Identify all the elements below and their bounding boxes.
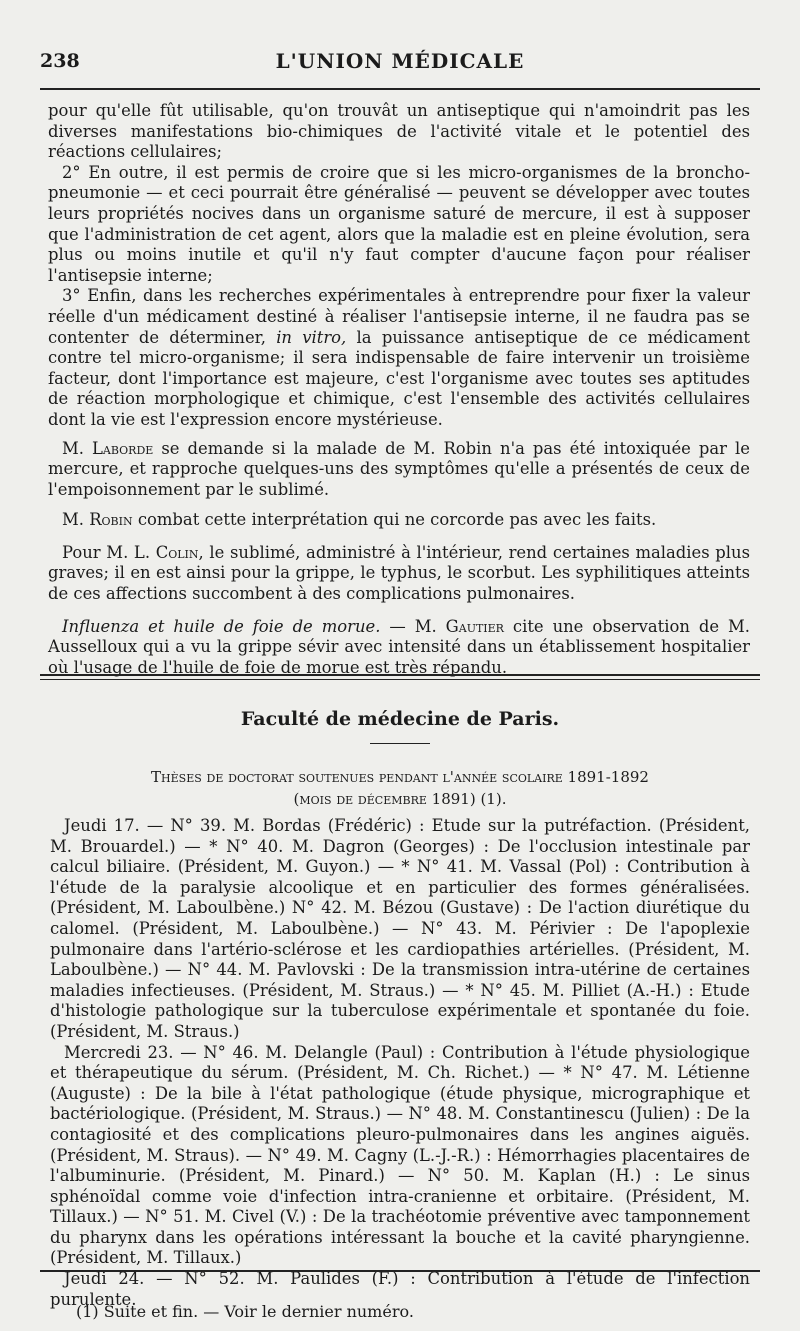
speaker-name: Colin [155,542,199,562]
paragraph-robin: M. Robin combat cette interprétation qui ne corcorde pas avec les faits. [62,510,657,530]
theses-heading [40,766,760,810]
section-title-rule [370,743,430,744]
speaker-name: Robin [89,510,133,530]
page-number: 238 [40,50,80,72]
theses-heading-line-1: Thèses de doctorat soutenues pendant l'année scolaire 1891-1892 [151,768,649,786]
paragraph-1: pour qu'elle fût utilisable, qu'on trouvât un antiseptique qui n'amoindrit pas les diverses manifestations bio-chimiques de l'activité vitale et le potentiel des réactions cellulaires; [48,101,750,162]
paragraph-laborde: M. Laborde se demande si la malade de M. Robin n'a pas été intoxiquée par le mercure, et rapproche quelques-uns des symptômes qu'elle a présentés de ceux de l'empoisonnement par le sublimé. [48,438,751,499]
theses-thursday-17: Jeudi 17. — N° 39. M. Bordas (Frédéric) : Etude sur la putréfaction. (Président, M. Brouardel.) — * N° 40. M. Dagron (Georges) : De l'occlusion intestinale par calcul biliaire. (Président, M. Guyon.) — * N° 41. M. Vassal (Pol) : Contribution à l'étude de la paralysie alcoolique et en particulier des formes généralisées. (Président, M. Laboulbène.) N° 42. M. Bézou (Gustave) : De l'action diurétique du calomel. (Président, M. Laboulbène.) — N° 43. M. Périvier : De l'apoplexie pulmonaire dans l'artério-sclérose et les cardiopathies artérielles. (Président, M. Laboulbène.) — N° 44. M. Pavlovski : De la transmission intra-utérine de certaines maladies infectieuses. (Président, M. Straus.) — * N° 45. M. Pilliet (A.-H.) : Etude d'histologie pathologique sur la tuberculose expérimentale et spontanée du foie. (Président, M. Straus.) [50,816,750,1041]
theses-wednesday-23: Mercredi 23. — N° 46. M. Delangle (Paul) : Contribution à l'étude physiologique et thérapeutique du sérum. (Président, M. Ch. Richet.) — * N° 47. M. Létienne (Auguste) : De la bile à l'état pathologique (étude physique, micrographique et bactériologique. (Président, M. Straus.) — N° 48. M. Constantinescu (Julien) : De la contagiosité et des complications pleuro-pulmonaires dans les angines aiguës. (Président, M. Straus). — N° 49. M. Cagny (L.-J.-R.) : Hémorrhagies placentaires de l'albuminurie. (Président, M. Pinard.) — N° 50. M. Kaplan (H.) : Le sinus sphénoïdal comme voie d'infection intra-cranienne et orbitaire. (Président, M. Tillaux.) — N° 51. M. Civel (V.) : De la trachéotomie préventive avec tamponnement du pharynx dans les opérations intéressant la bouche et la cavité pharyngienne. (Président, M. Tillaux.) [50,1042,750,1268]
running-header [40,46,760,78]
footnote: (1) Suite et fin. — Voir le dernier numéro. [76,1302,414,1321]
paragraph-2: 2° En outre, il est permis de croire que si les micro-organismes de la broncho-pneumonie — et ceci pourrait être généralisé — peuvent se développer avec toutes leurs propriétés nocives dans un organisme saturé de mercure, il est à supposer que l'administration de cet agent, alors que la maladie est en pleine évolution, sera plus ou moins inutile et qu'il n'y faut compter d'aucune façon pour réaliser l'antisepsie interne; [48,162,750,285]
header-rule [40,88,760,90]
speaker-name: Laborde [92,438,154,458]
section-title: Faculté de médecine de Paris. [240,708,560,730]
section-rule-bottom [40,679,760,680]
journal-title: L'UNION MÉDICALE [275,49,525,73]
theses-heading-line-2: (mois de décembre 1891) (1). [293,790,507,808]
paragraph-gautier: Influenza et huile de foie de morue. — M. Gautier cite une observation de M. Ausselloux qui a vu la grippe sévir avec intensité dans un établissement hospitalier où l'usage de l'huile de foie de morue est très répandu. [48,616,750,677]
footnote-rule [40,1270,760,1272]
paragraph-colin: Pour M. L. Colin, le sublimé, administré à l'intérieur, rend certaines maladies plus graves; il en est ainsi pour la grippe, le typhus, le scorbut. Les syphilitiques atteints de ces affections succombent à des complications pulmonaires. [48,542,750,604]
theses-thursday-24: Jeudi 24. — N° 52. M. Paulides (F.) : Contribution à l'étude de l'infection purulente. [50,1269,750,1309]
discussion-text [48,101,750,678]
paragraph-3: 3° Enfin, dans les recherches expérimentales à entreprendre pour fixer la valeur réelle d'un médicament destiné à réaliser l'antisepsie interne, il ne faudra pas se contenter de déterminer, in vitro, la puissance antiseptique de ce médicament contre tel micro-organisme; il sera indispensable de faire intervenir un troisième facteur, dont l'importance est majeure, c'est l'organisme avec toutes ses aptitudes de réaction morphologique et chimique, c'est l'ensemble des activités cellulaires dont la vie est l'expression encore mystérieuse. [48,286,750,429]
section-rule-top [40,674,760,676]
speaker-name: Gautier [445,616,504,636]
theses-list [50,816,750,1310]
